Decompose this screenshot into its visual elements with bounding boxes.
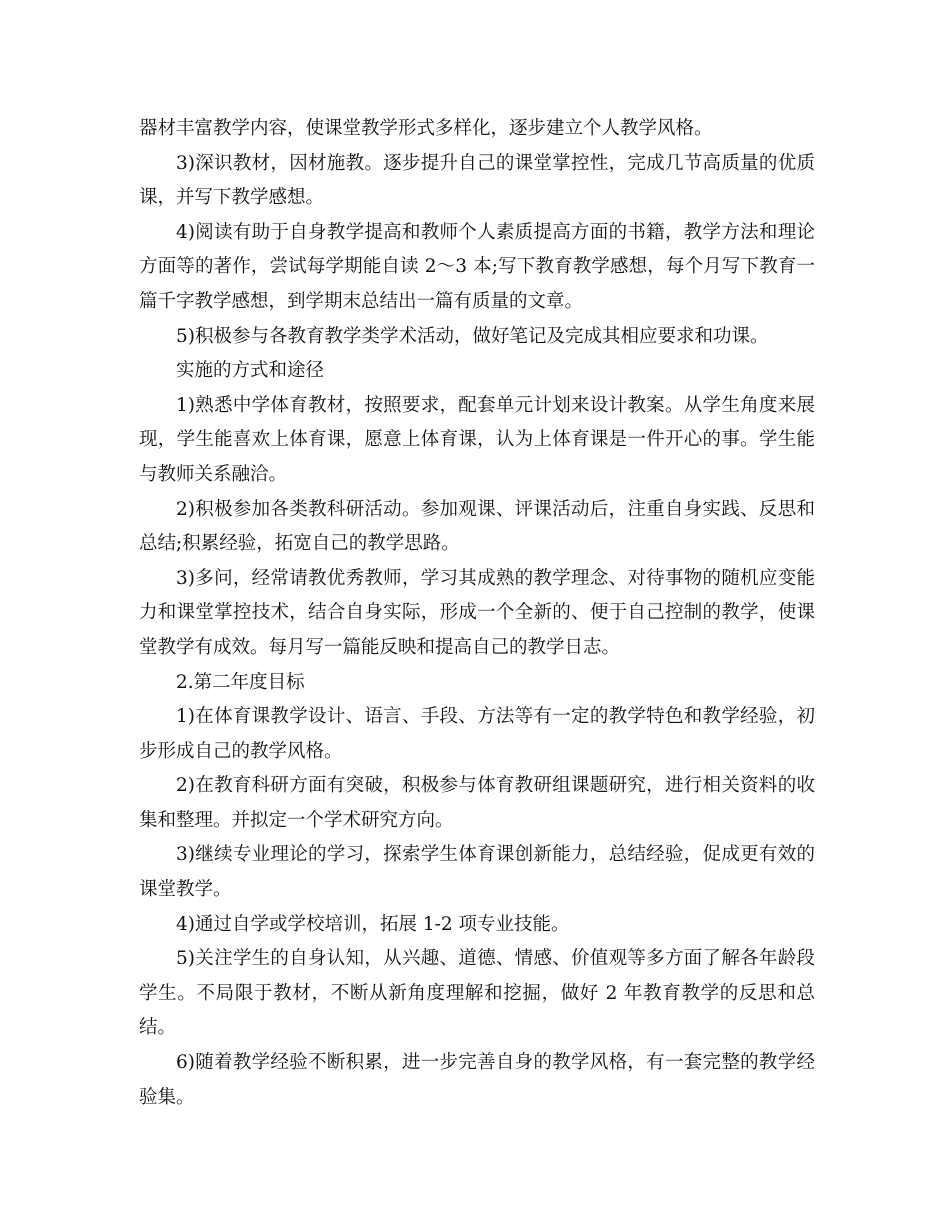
paragraph: 5)关注学生的自身认知，从兴趣、道德、情感、价值观等多方面了解各年龄段学生。不局限于教材，不断从新角度理解和挖掘，做好 2 年教育教学的反思和总结。 [139, 948, 815, 1039]
section-heading: 实施的方式和途径 [176, 360, 325, 382]
paragraph: 3)深识教材，因材施教。逐步提升自己的课堂掌控性，完成几节高质量的优质课，并写下教学感想。 [139, 152, 815, 209]
paragraph: 6)随着教学经验不断积累，进一步完善自身的教学风格，有一套完整的教学经验集。 [139, 1052, 815, 1108]
document-body [139, 112, 815, 1115]
paragraph: 4)通过自学或学校培训，拓展 1-2 项专业技能。 [176, 913, 570, 935]
paragraph: 2)积极参加各类教科研活动。参加观课、评课活动后，注重自身实践、反思和总结;积累经验，拓宽自己的教学思路。 [139, 498, 815, 555]
paragraph: 2)在教育科研方面有突破，积极参与体育教研组课题研究，进行相关资料的收集和整理。并拟定一个学术研究方向。 [139, 775, 815, 831]
paragraph: 5)积极参与各教育教学类学术活动，做好笔记及完成其相应要求和功课。 [176, 325, 769, 347]
paragraph: 器材丰富教学内容，使课堂教学形式多样化，逐步建立个人教学风格。 [139, 118, 713, 139]
paragraph: 1)在体育课教学设计、语言、手段、方法等有一定的教学特色和教学经验，初步形成自己的教学风格。 [139, 706, 815, 762]
section-heading: 2.第二年度目标 [176, 671, 305, 693]
paragraph: 4)阅读有助于自身教学提高和教师个人素质提高方面的书籍，教学方法和理论方面等的著作，尝试每学期能自读 2～3 本;写下教育教学感想，每个月写下教育一篇千字教学感想，到学期末总结出一篇有质量的文章。 [139, 221, 815, 312]
paragraph: 3)多问，经常请教优秀教师，学习其成熟的教学理念、对待事物的随机应变能力和课堂掌控技术，结合自身实际，形成一个全新的、便于自己控制的教学，使课堂教学有成效。每月写一篇能反映和提高自己的教学日志。 [139, 567, 815, 658]
paragraph: 1)熟悉中学体育教材，按照要求，配套单元计划来设计教案。从学生角度来展现，学生能喜欢上体育课，愿意上体育课，认为上体育课是一件开心的事。学生能与教师关系融洽。 [139, 394, 815, 485]
paragraph: 3)继续专业理论的学习，探索学生体育课创新能力，总结经验，促成更有效的课堂教学。 [139, 844, 815, 901]
